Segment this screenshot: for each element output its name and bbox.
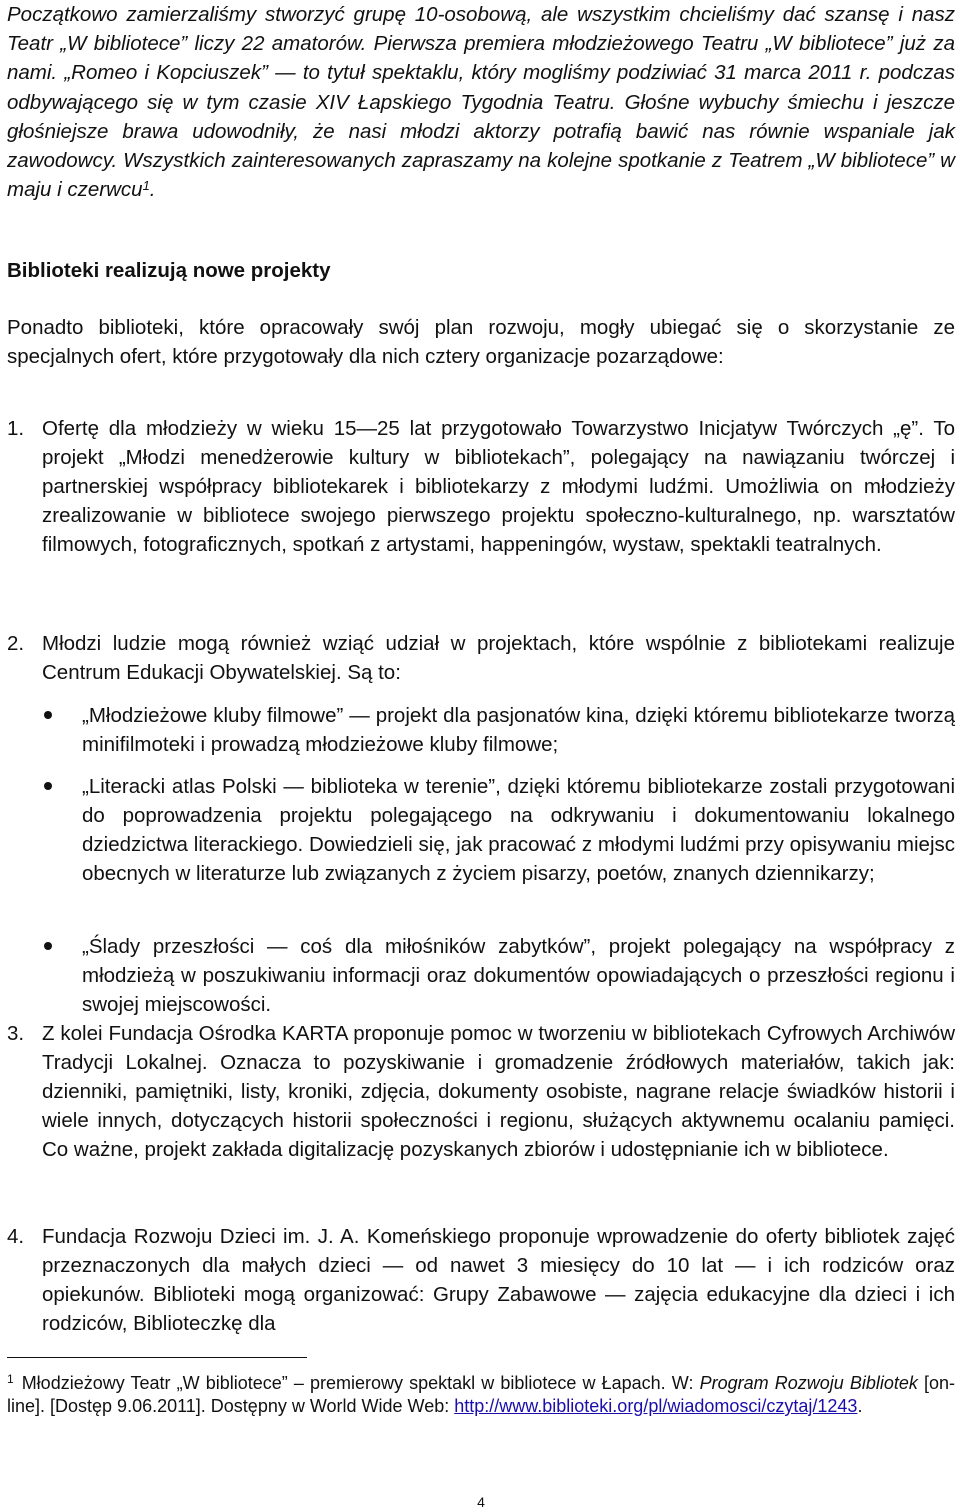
list-number: 3.	[7, 1022, 25, 1045]
bullet-text: „Ślady przeszłości — coś dla miłośników zabytków”, projekt polegający na współpracy z młodzieżą w poszukiwaniu informacji oraz dokumentów opowiadających o przeszłości regionu i swojej miejscowości.	[82, 935, 955, 1016]
list-item-1	[7, 414, 955, 559]
intro-paragraph	[7, 0, 955, 204]
footnote	[7, 1372, 955, 1418]
list-item-4	[7, 1222, 955, 1338]
section-heading: Biblioteki realizują nowe projekty	[7, 259, 331, 282]
bullet-dot	[44, 711, 52, 719]
list-item-2	[7, 629, 955, 687]
footnote-link[interactable]: http://www.biblioteki.org/pl/wiadomosci/czytaj/1243	[454, 1396, 858, 1416]
bullet-dot	[44, 942, 52, 950]
footnote-divider	[7, 1357, 307, 1358]
bullet-item	[42, 772, 955, 888]
list-text: Fundacja Rozwoju Dzieci im. J. A. Komeńskiego proponuje wprowadzenie do oferty bibliotek zajęć przeznaczonych dla małych dzieci — od nawet 3 miesięcy do 10 lat — i ich rodziców oraz opiekunów. Biblioteki mogą organizować: Grupy Zabawowe — zajęcia edukacyjne dla dzieci i ich rodziców, Biblioteczkę dla	[42, 1225, 955, 1335]
list-text: Ofertę dla młodzieży w wieku 15—25 lat przygotowało Towarzystwo Inicjatyw Twórczych „ę”. To projekt „Młodzi menedżerowie kultury w bibliotekach”, polegający na nawiązaniu twórczej i partnerskiej współpracy bibliotekarek i bibliotekarzy z młodymi ludźmi. Umożliwia on młodzieży zrealizowanie w bibliotece swojego pierwszego projektu społeczno-kulturalnego, np. warsztatów filmowych, fotograficznych, spotkań z artystami, happeningów, wystaw, spektakli teatralnych.	[42, 417, 955, 556]
footnote-text-2: [on-line]. [Dostęp 9.06.2011]. Dostępny w World Wide Web:	[7, 1373, 955, 1416]
list-number: 4.	[7, 1225, 25, 1248]
bullet-dot	[44, 782, 52, 790]
bullet-list	[42, 932, 955, 1019]
footnote-end: .	[857, 1396, 863, 1416]
footnote-title: Program Rozwoju Bibliotek	[699, 1373, 918, 1393]
bullet-item	[42, 932, 955, 1019]
list-number: 2.	[7, 632, 25, 655]
list-text: Z kolei Fundacja Ośrodka KARTA proponuje pomoc w tworzeniu w bibliotekach Cyfrowych Archiwów Tradycji Lokalnej. Oznacza to pozyskiwanie i gromadzenie źródłowych materiałów, takich jak: dzienniki, pamiętniki, listy, kroniki, zdjęcia, dokumenty osobiste, nagrane relacje świadków historii i wiele innych, dotyczących historii społeczności i regionu, służących aktywnemu ocalaniu pamięci. Co ważne, projekt zakłada digitalizację pozyskanych zbiorów i udostępnianie ich w bibliotece.	[42, 1022, 955, 1161]
body-paragraph: Ponadto biblioteki, które opracowały swój plan rozwoju, mogły ubiegać się o skorzystanie ze specjalnych ofert, które przygotowały dla nich cztery organizacje pozarządowe:	[7, 316, 955, 368]
bullet-item	[42, 701, 955, 759]
bullet-text: „Młodzieżowe kluby filmowe” — projekt dla pasjonatów kina, dzięki któremu bibliotekarze tworzą minifilmoteki i prowadzą młodzieżowe kluby filmowe;	[82, 704, 955, 756]
list-item-3	[7, 1019, 955, 1164]
footnote-text: Młodzieżowy Teatr „W bibliotece” – premierowy spektakl w bibliotece w Łapach. W:	[21, 1373, 700, 1393]
bullet-list	[42, 701, 955, 759]
intro-end: .	[149, 178, 156, 202]
page-number: 4	[477, 1494, 485, 1510]
footnote-mark: 1	[7, 1372, 14, 1386]
footnote-ref[interactable]: 1	[142, 178, 150, 194]
intro-text: Początkowo zamierzaliśmy stworzyć grupę 10-osobową, ale wszystkim chcieliśmy dać szansę i nasz Teatr „W bibliotece” liczy 22 amatorów. Pierwsza premiera młodzieżowego Teatru „W bibliotece” już za nami. „Romeo i Kopciuszek” — to tytuł spektaklu, który mogliśmy podziwiać 31 marca 2011 r. podczas odbywającego się w tym czasie XIV Łapskiego Tygodnia Teatru. Głośne wybuchy śmiechu i jeszcze głośniejsze brawa udowodniły, że nasi młodzi aktorzy potrafią bawić nas równie wspaniale jak zawodowcy. Wszystkich zainteresowanych zapraszamy na kolejne spotkanie z Teatrem „W bibliotece” w maju i czerwcu	[7, 3, 955, 202]
bullet-text: „Literacki atlas Polski — biblioteka w terenie”, dzięki któremu bibliotekarze zostali przygotowani do poprowadzenia projektu polegającego na odkrywaniu i dokumentowaniu lokalnego dziedzictwa literackiego. Dowiedzieli się, jak pracować z młodymi ludźmi przy opisywaniu miejsc obecnych w literaturze lub związanych z życiem pisarzy, poetów, znanych dziennikarzy;	[82, 775, 955, 885]
list-text: Młodzi ludzie mogą również wziąć udział w projektach, które wspólnie z bibliotekami realizuje Centrum Edukacji Obywatelskiej. Są to:	[42, 632, 955, 684]
bullet-list	[42, 772, 955, 888]
list-number: 1.	[7, 417, 25, 440]
